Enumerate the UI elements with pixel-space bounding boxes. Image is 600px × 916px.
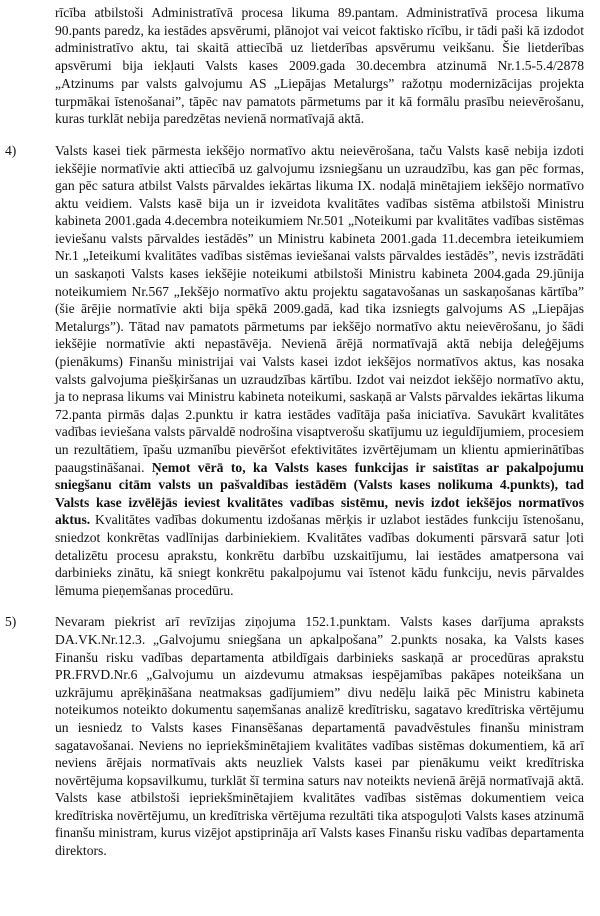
list-item-text-part: Kvalitātes vadības dokumentu izdošanas mērķis ir uzlabot iestādes funkciju īstenošanu, sniedzot konkrētas vadlīnijas darbiniekiem. Kvalitātes vadības dokumenti pārsvarā satur ļoti detalizētu procesu aprakstu, konkrētu darbību uzskaitījumu, lai iestādes amatpersona vai darbinieks zinātu, kā sniegt konkrētu pakalpojumu vai īstenot kādu funkciju, nevis pārvaldes lēmuma pieņemšanas procedūru. — [55, 512, 585, 598]
list-item-5 — [5, 613, 584, 859]
list-item-bold-text: Ņemot vērā to, ka Valsts kases funkcijas ir saistītas ar pakalpojumu sniegšanu citām valsts un pašvaldības iestādēm (Valsts kases nolikuma 4.punkts), tad Valsts kase izvēlējās ieviest kvalitātes vadības sistēmu, nevis izdot iekšējos normatīvos aktus. — [55, 459, 584, 528]
list-item-number: 5) — [5, 614, 17, 630]
continuation-paragraph: rīcība atbilstoši Administratīvā procesa likuma 89.pantam. Administratīvā procesa likuma 90.pants paredz, ka iestādes apsvērumi, plānojot vai veicot faktisko rīcību, ir tādi paši kā izdodot administratīvo aktu, tai skaitā attiecībā uz lietderības apsvērumu veikšanu. Šie lietderības apsvērumi bija iekļauti Valsts kases 2009.gada 30.decembra atzinumā Nr.1.5-5.4/2878 „Atzinums par valsts galvojumu AS „Liepājas Metalurgs” ražotņu modernizācijas projekta turpmākai īstenošanai”, tāpēc nav pamatots pārmetums par it kā formālu prasību neievērošanu, kuras turklāt nebija paredzētas nevienā normatīvajā aktā. — [55, 5, 584, 127]
list-item-number: 4) — [5, 142, 17, 158]
list-item-text-part: Valsts kasei tiek pārmesta iekšējo normatīvo aktu neievērošana, taču Valsts kasē nebija izdoti iekšējie normatīvie akti attiecībā uz galvojumu izsniegšanu un uzraudzību, kas gan pēc formas, gan pēc satura atbilst Valsts pārvaldes iekārtas likuma IX. nodaļā minētajiem iekšējo normatīvo aktu veidiem. Valsts kasē bija un ir izveidota kvalitātes vadības sistēma atbilstoši Ministru kabineta 2001.gada 4.decembra noteikumiem Nr.501 „Noteikumi par kvalitātes vadības sistēmas ieviešanu valsts pārvaldes iestādēs” un Ministru kabineta 2001.gada 11.decembra ieteikumiem Nr.1 „Ieteikumi kvalitātes vadības sistēmas ieviešanai valsts pārvaldes iestādēs”, nevis izstrādāti un saskaņoti Valsts kases iekšējie noteikumi atbilstoši Ministru kabineta 2004.gada 29.jūnija noteikumiem Nr.567 „Iekšējo normatīvo aktu projektu sagatavošanas un saskaņošanas kārtība” (šie ārējie normatīvie akti bija spēkā 2009.gadā, kad tika izsniegts galvojums AS „Liepājas Metalurgs”). Tātad nav pamatots pārmetums par iekšējo normatīvo aktu neievērošanu, jo šādi iekšējie normatīvie akti nepastāvēja. Nevienā ārējā normatīvajā aktā nebija deleģējums (pienākums) Finanšu ministrijai vai Valsts kasei izdot iekšējos normatīvos aktus, kas nosaka valsts galvojuma piešķiršanas un uzraudzības kārtību. Izdot vai neizdot iekšējo normatīvo aktu, ja to neprasa likums vai Ministru kabineta noteikumi, saskaņā ar Valsts pārvaldes iekārtas likuma 72.panta pirmās daļas 2.punktu ir katra iestādes vadītāja paša iniciatīva. Savukārt kvalitātes vadības ieviešana valsts pārvaldē nodrošina visaptverošu skatījumu uz ieguldījumiem, procesiem un rezultātiem, īpašu uzmanību pievēršot efektivitātes izvērtējumam un klientu apmierinātības paaugstināšanai. — [55, 142, 584, 475]
list-item-text — [55, 142, 584, 599]
list-item-4 — [5, 142, 585, 599]
list-item-text: Nevaram piekrist arī revīzijas ziņojuma 152.1.punktam. Valsts kases darījuma apraksts DA.VK.Nr.12.3. „Galvojumu sniegšana un apkalpošana” 2.punkts nosaka, ka Valsts kases Finanšu risku vadības departamenta atbildīgais darbinieks saskaņā ar procedūras aprakstu PR.FRVD.Nr.6 „Galvojumu un aizdevumu atmaksas iespējamības pakāpes noteikšana un uzkrājumu aprēķināšana neatmaksas gadījumiem” divu nedēļu laikā pēc Ministru kabineta noteikumos noteikto dokumentu saņemšanas analizē kredītrisku, sagatavo kredītriska vērtējumu un iesniedz to Valsts kases Finansēšanas departamentā pavadvēstules finanšu ministram sagatavošanai. Neviens no iepriekšminētajiem kvalitātes vadības sistēmas dokumentiem, kā arī neviens ārējais normatīvais akts neuzliek Valsts kasei par pienākumu veikt kredītriska novērtējuma kopsavilkumu, turklāt šī termina saturs nav noteikts nevienā ārējā normatīvajā aktā. Valsts kase atbilstoši iepriekšminētajiem kvalitātes vadības sistēmas dokumentiem veica kredītriska novērtējumu, un kredītriska vērtējuma rezultāti tika atspoguļoti Valsts kases atzinumā finanšu ministram, kurus vizējot apstiprināja arī Valsts kases Finanšu risku vadības departamenta direktors. — [55, 614, 584, 859]
